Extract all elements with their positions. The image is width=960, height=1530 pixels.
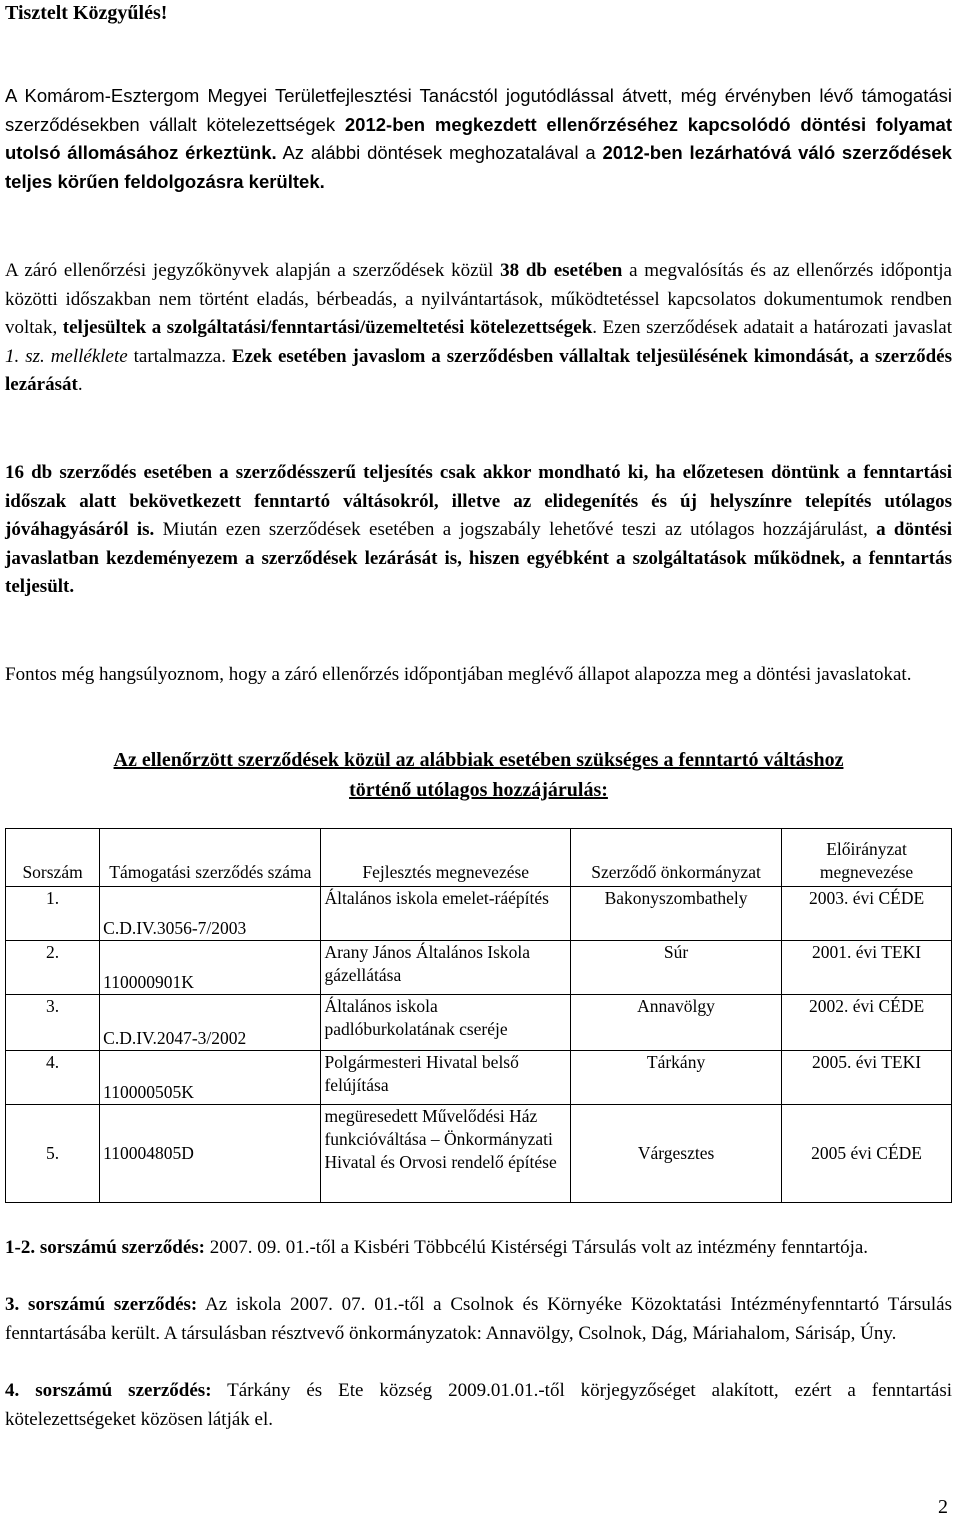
note-label: 4. sorszámú szerződés: bbox=[5, 1380, 212, 1401]
contracts-table bbox=[5, 828, 952, 1203]
note-contracts-1-2 bbox=[5, 1234, 952, 1263]
development-name: Polgármesteri Hivatal belső felújítása bbox=[321, 1051, 571, 1105]
note-label: 3. sorszámú szerződés: bbox=[5, 1294, 198, 1315]
p2-text-c: a megvalósítás és az ellenőrzés időpontja közötti időszakban nem történt eladás, bérbeadás, a nyilvántartások, működtetéssel kapcsolatos dokumentumok rendben voltak, bbox=[5, 260, 952, 338]
intro-text-c: Az alábbi döntések meghozatalával a bbox=[276, 142, 603, 163]
contract-code: 110000505K bbox=[100, 1051, 321, 1105]
table-header-row bbox=[6, 829, 952, 887]
row-number: 1. bbox=[6, 887, 100, 941]
municipality: Bakonyszombathely bbox=[571, 887, 782, 941]
intro-text-b: 2012-ben megkezdett ellenőrzéséhez kapcsolódó döntési folyamat utolsó állomásához érkeztünk. bbox=[5, 113, 952, 163]
intro-text-d: 2012-ben lezárhatóvá váló szerződések teljes körűen feldolgozásra kerültek. bbox=[5, 142, 952, 192]
table-heading-line1: Az ellenőrzött szerződések közül az alábbiak esetében szükséges a fenntartó váltáshoz bbox=[113, 749, 844, 771]
table-heading bbox=[5, 745, 952, 805]
p2-text-e: . Ezen szerződések adatait a határozati javaslat bbox=[592, 317, 953, 338]
note-text: Tárkány és Ete község 2009.01.01.-től körjegyzőséget alakított, ezért a fenntartási kötelezettségeket közösen látják el. bbox=[5, 1380, 952, 1430]
development-name: Általános iskola emelet-ráépítés bbox=[321, 887, 571, 941]
note-text: 2007. 09. 01.-től a Kisbéri Többcélú Kistérségi Társulás volt az intézmény fenntartója. bbox=[204, 1237, 869, 1258]
p3-text-a: 16 db szerződés esetében a szerződésszerű teljesítés csak akkor mondható ki, ha előzetesen döntünk a fenntartási időszak alatt bekövetkezett fenntartó váltásokról, illetve az elidegenítés és új helyszínre telepítés utólagos jóváhagyásáról is. bbox=[5, 462, 952, 540]
header-sorszam: Sorszám bbox=[6, 829, 100, 887]
p2-text-i: . bbox=[77, 374, 83, 395]
table-row bbox=[6, 1105, 952, 1203]
development-name: megüresedett Művelődési Ház funkcióváltása – Önkormányzati Hivatal és Orvosi rendelő építése bbox=[321, 1105, 571, 1203]
contract-code: C.D.IV.3056-7/2003 bbox=[100, 887, 321, 941]
contract-code: 110000901K bbox=[100, 941, 321, 995]
development-name: Általános iskola padlóburkolatának cseréje bbox=[321, 995, 571, 1051]
closed-contracts-paragraph bbox=[5, 257, 952, 400]
appropriation: 2005 évi CÉDE bbox=[782, 1105, 952, 1203]
row-number: 2. bbox=[6, 941, 100, 995]
table-heading-line2: történő utólagos hozzájárulás: bbox=[349, 779, 608, 801]
p2-text-h: Ezek esetében javaslom a szerződésben vállaltak teljesülésének kimondását, a szerződés lezárását bbox=[5, 345, 952, 395]
municipality: Annavölgy bbox=[571, 995, 782, 1051]
table-row bbox=[6, 887, 952, 941]
header-contract-number: Támogatási szerződés száma bbox=[100, 829, 321, 887]
table-row bbox=[6, 1051, 952, 1105]
p2-text-g: tartalmazza. bbox=[127, 345, 232, 367]
contract-code: 110004805D bbox=[100, 1105, 321, 1203]
p3-text-c: a döntési javaslatban kezdeményezem a szerződések lezárását is, hiszen egyébként a szolgáltatások működnek, a fenntartás teljesült. bbox=[5, 519, 952, 597]
intro-paragraph bbox=[5, 82, 952, 196]
note-contract-3 bbox=[5, 1291, 952, 1348]
appropriation: 2001. évi TEKI bbox=[782, 941, 952, 995]
development-name: Arany János Általános Iskola gázellátása bbox=[321, 941, 571, 995]
appropriation: 2003. évi CÉDE bbox=[782, 887, 952, 941]
appropriation: 2005. évi TEKI bbox=[782, 1051, 952, 1105]
note-label: 1-2. sorszámú szerződés: bbox=[5, 1237, 205, 1258]
table-row bbox=[6, 941, 952, 995]
row-number: 5. bbox=[6, 1105, 100, 1203]
municipality: Várgesztes bbox=[571, 1105, 782, 1203]
municipality: Súr bbox=[571, 941, 782, 995]
header-development-name: Fejlesztés megnevezése bbox=[321, 829, 571, 887]
row-number: 3. bbox=[6, 995, 100, 1051]
greeting: Tisztelt Közgyűlés! bbox=[5, 2, 168, 24]
row-number: 4. bbox=[6, 1051, 100, 1105]
sixteen-contracts-paragraph bbox=[5, 459, 952, 602]
appropriation: 2002. évi CÉDE bbox=[782, 995, 952, 1051]
intro-text-a: A Komárom-Esztergom Megyei Területfejlesztési Tanácstól jogutódlással átvett, még érvényben lévő támogatási szerződésekben vállalt kötelezettségek bbox=[5, 85, 952, 135]
table-row bbox=[6, 995, 952, 1051]
note-contract-4 bbox=[5, 1377, 952, 1434]
note-text: Az iskola 2007. 07. 01.-től a Csolnok és Környéke Közoktatási Intézményfenntartó Társulás fenntartásába került. A társulásban résztvevő önkormányzatok: Annavölgy, Csolnok, Dág, Máriahalom, Sárisáp, Úny. bbox=[5, 1294, 952, 1344]
header-appropriation: Előirányzat megnevezése bbox=[782, 829, 952, 887]
page-number: 2 bbox=[938, 1496, 948, 1518]
p2-text-d: teljesültek a szolgáltatási/fenntartási/üzemeltetési kötelezettségek bbox=[62, 317, 593, 338]
p3-text-b: Miután ezen szerződések esetében a jogszabály lehetővé teszi az utólagos hozzájárulást, bbox=[154, 519, 877, 540]
municipality: Tárkány bbox=[571, 1051, 782, 1105]
p2-text-f: 1. sz. melléklete bbox=[5, 345, 128, 367]
contract-code: C.D.IV.2047-3/2002 bbox=[100, 995, 321, 1051]
emphasis-paragraph: Fontos még hangsúlyoznom, hogy a záró ellenőrzés időpontjában meglévő állapot alapozza meg a döntési javaslatokat. bbox=[5, 664, 912, 685]
header-municipality: Szerződő önkormányzat bbox=[571, 829, 782, 887]
p2-text-b: 38 db esetében bbox=[500, 260, 623, 281]
p2-text-a: A záró ellenőrzési jegyzőkönyvek alapján a szerződések közül bbox=[5, 260, 501, 281]
